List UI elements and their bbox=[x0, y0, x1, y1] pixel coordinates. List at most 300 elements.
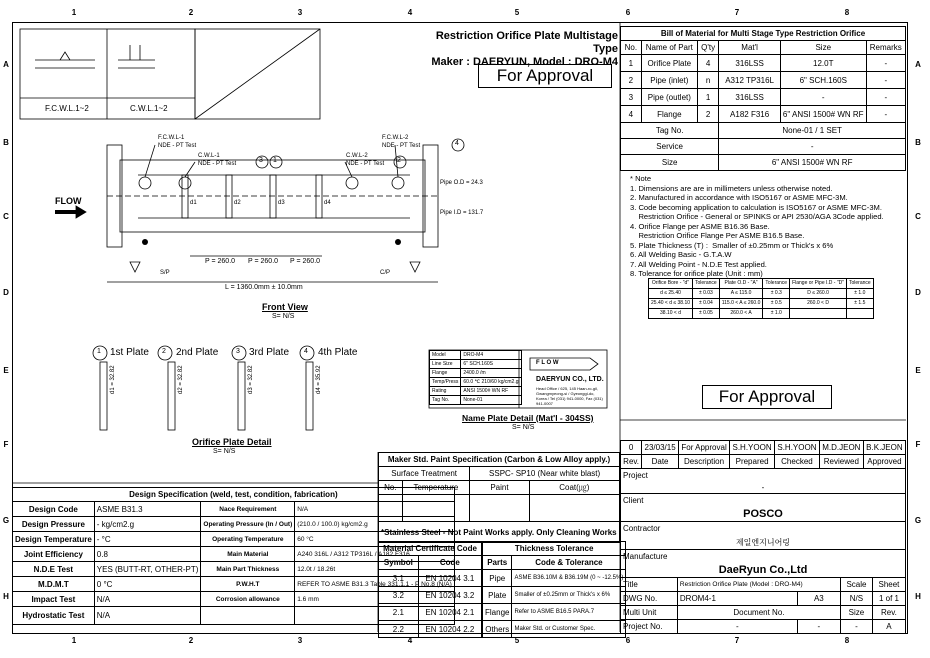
bom-row bbox=[621, 89, 906, 106]
tol-row bbox=[649, 289, 874, 299]
tag-row bbox=[621, 155, 906, 171]
cert-row bbox=[379, 587, 482, 604]
note-line: Restriction Orifice Flange Per ASME B16.5 Base. bbox=[630, 231, 805, 240]
zone-col-label: 6 bbox=[625, 636, 631, 645]
bubble-2: 2 bbox=[397, 157, 401, 164]
thickness-cell: Flange bbox=[483, 604, 512, 621]
nameplate-key: Flange bbox=[430, 369, 461, 378]
bom-cell: 3 bbox=[621, 89, 642, 106]
thickness-header: Parts bbox=[483, 556, 512, 570]
tol-header: Flange or Pipe I.D - "D" bbox=[790, 279, 847, 289]
contractor-label: Contractor bbox=[621, 522, 906, 536]
cert-header: Code bbox=[418, 556, 481, 570]
project-label-row bbox=[621, 469, 906, 483]
design-spec-cell: P.W.H.T bbox=[201, 577, 295, 592]
zone-row-label: D bbox=[3, 288, 9, 297]
zone-col-label: 3 bbox=[297, 8, 303, 17]
note-line: 3. Code becoming application to calculation is ISO5167 or ASME MFC-3M. bbox=[630, 202, 882, 212]
zone-row-label: E bbox=[915, 366, 921, 375]
design-spec-cell: 1.6 mm bbox=[295, 592, 455, 607]
bom-header: Q'ty bbox=[697, 41, 718, 55]
bubble-4: 4 bbox=[455, 140, 459, 147]
bom-cell: 2 bbox=[621, 72, 642, 89]
client-value: POSCO bbox=[621, 507, 906, 522]
paint-header-row bbox=[379, 481, 620, 495]
revision-header: Rev. bbox=[621, 455, 642, 469]
nameplate-value: 2400.0 /m bbox=[461, 369, 521, 378]
paint-title-row bbox=[379, 453, 620, 467]
nameplate-key: Line Size bbox=[430, 360, 461, 369]
tol-cell: 260.0 < D bbox=[790, 299, 847, 309]
front-view-title: Front View bbox=[262, 302, 308, 312]
doc-label: Document No. bbox=[677, 606, 840, 620]
design-spec-cell: N/A bbox=[94, 592, 201, 607]
multi-value: - bbox=[841, 620, 873, 634]
design-spec-cell: Joint Efficiency bbox=[13, 547, 95, 562]
design-spec-cell: Hydrostatic Test bbox=[13, 607, 95, 625]
front-view-scale: S= N/S bbox=[272, 313, 295, 320]
design-spec-cell: N/A bbox=[94, 607, 201, 625]
nameplate-value: 6" SCH.160S bbox=[461, 360, 521, 369]
bom-header: Remarks bbox=[866, 41, 905, 55]
title-row bbox=[621, 578, 906, 592]
paint-title: Maker Std. Paint Specification (Carbon & Low Alloy apply.) bbox=[379, 453, 620, 467]
paint-header: Coat(㎍) bbox=[529, 481, 619, 495]
revision-header: Date bbox=[642, 455, 679, 469]
tag-value: - bbox=[719, 139, 906, 155]
design-spec-cell: - kg/cm2.g bbox=[94, 517, 201, 532]
bom-header: Size bbox=[780, 41, 866, 55]
bom-cell: - bbox=[780, 89, 866, 106]
tol-cell: A ≤ 115.0 bbox=[719, 289, 763, 299]
d4-label: d4 bbox=[324, 200, 331, 206]
title-block bbox=[620, 468, 906, 634]
zone-row-label: H bbox=[915, 592, 921, 601]
zone-row-label: C bbox=[3, 212, 9, 221]
bom-header: No. bbox=[621, 41, 642, 55]
dwg-label: DWG No. bbox=[621, 592, 678, 606]
thickness-cell: ASME B36.10M & B36.19M (0 ~ -12.5%) bbox=[512, 570, 626, 587]
rev-label: Rev. bbox=[872, 606, 905, 620]
revision-header: Prepared bbox=[730, 455, 775, 469]
thickness-title: Thickness Tolerance bbox=[483, 542, 626, 556]
title-line2: Maker : DAERYUN, Model : DRO-M4 bbox=[431, 56, 618, 68]
title-label: Title bbox=[621, 578, 678, 592]
bom-cell: Pipe (outlet) bbox=[641, 89, 697, 106]
note-line: 6. All Welding Basic - G.T.A.W bbox=[630, 250, 732, 259]
length-dim: L = 1360.0mm ± 10.0mm bbox=[225, 284, 303, 291]
cert-title-row bbox=[379, 542, 482, 556]
cert-cell: 3.1 bbox=[379, 570, 419, 587]
d2-label: d2 bbox=[234, 200, 241, 206]
manufacture-label-row bbox=[621, 550, 906, 564]
zone-col-label: 7 bbox=[734, 636, 740, 645]
scale-label: Scale bbox=[841, 578, 873, 592]
note-line: 2. Manufactured in accordance with ISO5167 or ASME MFC-3M. bbox=[630, 193, 848, 202]
tol-cell: 260.0 < A bbox=[719, 309, 763, 319]
project-no: - bbox=[677, 620, 797, 634]
thickness-cell: Pipe bbox=[483, 570, 512, 587]
zone-col-label: 5 bbox=[514, 636, 520, 645]
zone-row-label: F bbox=[915, 440, 921, 449]
tol-cell: ± 1.5 bbox=[846, 299, 873, 309]
paint-header: Temperature bbox=[402, 481, 470, 495]
cert-header-row bbox=[379, 556, 482, 570]
bom-cell: 316LSS bbox=[719, 55, 781, 72]
bom-cell: 1 bbox=[621, 55, 642, 72]
tol-header-row bbox=[649, 279, 874, 289]
size-value: A3 bbox=[797, 592, 840, 606]
thickness-row bbox=[483, 570, 626, 587]
project-value-row bbox=[621, 482, 906, 494]
bom-header: Name of Part bbox=[641, 41, 697, 55]
note-line: 1. Dimensions are are in millimeters unless otherwise noted. bbox=[630, 183, 833, 193]
zone-row-label: H bbox=[3, 592, 9, 601]
cert-row bbox=[379, 570, 482, 587]
zone-row-label: A bbox=[3, 60, 9, 69]
project-no-row bbox=[621, 620, 906, 634]
design-spec-cell: Design Temperature bbox=[13, 532, 95, 547]
zone-col-label: 1 bbox=[71, 8, 77, 17]
plate3-dim: d3 = 32.82 bbox=[248, 365, 254, 394]
tol-header: Plate O.D - "A" bbox=[719, 279, 763, 289]
zone-col-label: 7 bbox=[734, 8, 740, 17]
cert-title: Material Certificate Code bbox=[379, 542, 482, 556]
revision-cell: For Approval bbox=[678, 441, 729, 455]
plate3-label: 3rd Plate bbox=[249, 347, 290, 358]
dwg-row bbox=[621, 592, 906, 606]
bom-table bbox=[620, 26, 906, 171]
bom-cell: - bbox=[866, 106, 905, 123]
nameplate-row bbox=[430, 369, 522, 378]
design-spec-cell: YES (BUTT-RT, OTHER-PT) bbox=[94, 562, 201, 577]
scale-value: N/S bbox=[841, 592, 873, 606]
paint-cell bbox=[529, 495, 619, 522]
paint-cell bbox=[470, 495, 529, 522]
tag-value: 6" ANSI 1500# WN RF bbox=[719, 155, 906, 171]
nameplate-value: 60.0 ℃ 210/60 kg/cm2.g bbox=[461, 378, 521, 387]
tag-key: Service bbox=[621, 139, 719, 155]
contractor-value: 제일엔지니어링 bbox=[621, 535, 906, 550]
revision-cell: S.H.YOON bbox=[775, 441, 820, 455]
paint-cell bbox=[402, 495, 470, 522]
design-spec-cell: 0 °C bbox=[94, 577, 201, 592]
zone-col-label: 3 bbox=[297, 636, 303, 645]
thickness-tol-table bbox=[482, 541, 626, 638]
size-label: Size bbox=[841, 606, 873, 620]
tag-key: Tag No. bbox=[621, 123, 719, 139]
revision-row bbox=[621, 441, 906, 455]
nameplate-row bbox=[430, 360, 522, 369]
design-spec-cell: Design Pressure bbox=[13, 517, 95, 532]
pipe-id-label: Pipe I.D = 131.7 bbox=[440, 210, 484, 216]
design-spec-cell: Nace Requirement bbox=[201, 502, 295, 517]
pitch-dim-3: P = 260.0 bbox=[290, 258, 321, 265]
rev-value: A bbox=[872, 620, 905, 634]
thickness-row bbox=[483, 587, 626, 604]
title-value: Restriction Orifice Plate (Model : DRO-M4) bbox=[677, 578, 840, 592]
tol-header: Tolerance bbox=[763, 279, 790, 289]
revision-cell: 0 bbox=[621, 441, 642, 455]
tol-cell: ± 0.04 bbox=[693, 299, 720, 309]
design-spec-cell: M.D.M.T bbox=[13, 577, 95, 592]
paint-note-row bbox=[379, 522, 620, 543]
cert-cell: EN 10204 3.2 bbox=[418, 587, 481, 604]
design-spec-cell bbox=[201, 607, 295, 625]
bom-row bbox=[621, 72, 906, 89]
plate1-label: 1st Plate bbox=[110, 347, 149, 358]
tol-header: Tolerance bbox=[693, 279, 720, 289]
cwl-label: C.W.L.1~2 bbox=[130, 104, 168, 113]
project-value: - bbox=[621, 482, 906, 494]
tag-row bbox=[621, 123, 906, 139]
revision-cell: S.H.YOON bbox=[730, 441, 775, 455]
design-spec-cell: 0.8 bbox=[94, 547, 201, 562]
cert-cell: 2.2 bbox=[379, 621, 419, 638]
cert-cell: EN 10204 3.1 bbox=[418, 570, 481, 587]
notes-head: * Note bbox=[630, 174, 652, 183]
bom-cell: Pipe (inlet) bbox=[641, 72, 697, 89]
tol-cell: ± 1.0 bbox=[763, 309, 790, 319]
cert-cell: EN 10204 2.2 bbox=[418, 621, 481, 638]
approval-stamp-top: For Approval bbox=[478, 64, 612, 88]
design-spec-cell: Impact Test bbox=[13, 592, 95, 607]
zone-row-label: A bbox=[915, 60, 921, 69]
zone-row-label: G bbox=[2, 516, 10, 525]
zone-col-label: 4 bbox=[407, 636, 413, 645]
thickness-cell: Others bbox=[483, 621, 512, 638]
note-line: 4. Orifice Flange per ASME B16.36 Base. bbox=[630, 221, 770, 231]
tolerance-table bbox=[648, 278, 874, 319]
pitch-dim-1: P = 260.0 bbox=[205, 258, 236, 265]
bom-cell: 2 bbox=[697, 106, 718, 123]
pipe-od-label: Pipe O.D = 24.3 bbox=[440, 180, 483, 186]
zone-row-label: B bbox=[3, 138, 9, 147]
doc-value: - bbox=[797, 620, 840, 634]
fcwl-label: F.C.W.L.1~2 bbox=[45, 104, 89, 113]
bom-header-row bbox=[621, 41, 906, 55]
design-spec-cell: (210.0 / 100.0) kg/cm2.g bbox=[295, 517, 455, 532]
tol-row bbox=[649, 309, 874, 319]
note-line: Restriction Orifice - General or SPINKS or API 2530/AGA 3Code applied. bbox=[630, 212, 884, 221]
zone-col-label: 5 bbox=[514, 8, 520, 17]
paint-header: No. bbox=[379, 481, 403, 495]
plate1-dim: d1 = 32.82 bbox=[110, 365, 116, 394]
tol-cell: 115.0 < A ≤ 260.0 bbox=[719, 299, 763, 309]
nameplate-flow: F L O W bbox=[536, 360, 559, 366]
manufacture-label: Manufacture bbox=[621, 550, 906, 564]
tol-cell: 25.40 < d ≤ 38.10 bbox=[649, 299, 693, 309]
callout-fcwl1: F.C.W.L-1 NDE - PT Test bbox=[158, 135, 197, 149]
nameplate-address: Head Office / 625, 145 Haan-ro-gil, Gwangmyeong-si / Gyeonggi-do, Korea / Tel (031) 941-0000, Fax (031) 941-0007 bbox=[536, 386, 603, 406]
zone-col-label: 1 bbox=[71, 636, 77, 645]
surface-value: SSPC- SP10 (Near white blast) bbox=[470, 467, 620, 481]
tol-cell: ± 0.3 bbox=[763, 289, 790, 299]
thickness-header-row bbox=[483, 556, 626, 570]
flow-label: FLOW bbox=[55, 196, 82, 206]
nameplate-row bbox=[430, 387, 522, 396]
project-no-label: Project No. bbox=[621, 620, 678, 634]
nameplate-value: DRO-M4 bbox=[461, 351, 521, 360]
bom-cell: Flange bbox=[641, 106, 697, 123]
bom-cell: 4 bbox=[621, 106, 642, 123]
thickness-row bbox=[483, 621, 626, 638]
tol-cell: d ≤ 25.40 bbox=[649, 289, 693, 299]
nameplate-value: ANSI 1500# WN RF bbox=[461, 387, 521, 396]
design-spec-cell: 12.0t / 18.26t bbox=[295, 562, 455, 577]
nameplate-value: None-01 bbox=[461, 396, 521, 405]
thickness-title-row bbox=[483, 542, 626, 556]
note-line: 8. Tolerance for orifice plate (Unit : mm) bbox=[630, 269, 763, 278]
zone-row-label: B bbox=[915, 138, 921, 147]
zone-row-label: C bbox=[915, 212, 921, 221]
design-spec-cell: - °C bbox=[94, 532, 201, 547]
note-line: 7. All Welding Point - N.D.E Test applied. bbox=[630, 259, 767, 269]
manufacture-value-row bbox=[621, 563, 906, 578]
tol-cell: ± 0.5 bbox=[763, 299, 790, 309]
design-spec-cell: N.D.E Test bbox=[13, 562, 95, 577]
zone-col-label: 8 bbox=[844, 8, 850, 17]
thickness-cell: Smaller of ±0.25mm or Thick's x 6% bbox=[512, 587, 626, 604]
plate-detail-title: Orifice Plate Detail bbox=[192, 437, 272, 447]
tol-cell: 38.10 < d bbox=[649, 309, 693, 319]
bom-cell: 4 bbox=[697, 55, 718, 72]
tol-cell bbox=[790, 309, 847, 319]
zone-row-label: F bbox=[3, 440, 9, 449]
nameplate-key: Model bbox=[430, 351, 461, 360]
nameplate-table bbox=[429, 350, 522, 405]
revision-header: Approved bbox=[863, 455, 905, 469]
zone-col-label: 8 bbox=[844, 636, 850, 645]
paint-note: *Stainless Steel - Not Paint Works apply. Only Cleaning Works bbox=[379, 522, 620, 543]
zone-col-label: 4 bbox=[407, 8, 413, 17]
bom-row bbox=[621, 106, 906, 123]
cert-header: Symbol bbox=[379, 556, 419, 570]
zone-row-label: E bbox=[3, 366, 9, 375]
nameplate-key: Temp/Press bbox=[430, 378, 461, 387]
pitch-dim-2: P = 260.0 bbox=[248, 258, 279, 265]
title-line1: Restriction Orifice Plate Multistage Type bbox=[435, 30, 618, 55]
zone-col-label: 6 bbox=[625, 8, 631, 17]
contractor-value-row bbox=[621, 535, 906, 550]
plate-detail-scale: S= N/S bbox=[213, 448, 236, 455]
cert-cell: 3.2 bbox=[379, 587, 419, 604]
paint-cell bbox=[379, 495, 403, 522]
plate4-label: 4th Plate bbox=[318, 347, 358, 358]
tol-cell: ± 1.0 bbox=[846, 289, 873, 299]
client-value-row bbox=[621, 507, 906, 522]
revision-header-row bbox=[621, 455, 906, 469]
plate4-dim: d4 = 35.92 bbox=[316, 365, 322, 394]
bom-cell: 12.0T bbox=[780, 55, 866, 72]
plate2-label: 2nd Plate bbox=[176, 347, 219, 358]
nameplate-brand: DAERYUN CO., LTD. bbox=[536, 376, 604, 383]
design-spec-cell: Corrosion allowance bbox=[201, 592, 295, 607]
callout-cwl1: C.W.L-1 NDE - PT Test bbox=[198, 153, 237, 167]
design-spec-cell: Main Part Thickness bbox=[201, 562, 295, 577]
dwg-value: DROM4-1 bbox=[677, 592, 797, 606]
revision-cell: M.D.JEON bbox=[819, 441, 863, 455]
revision-table bbox=[620, 440, 906, 469]
revision-header: Reviewed bbox=[819, 455, 863, 469]
sp-tag: S/P bbox=[160, 270, 170, 276]
bom-cell: 6" SCH.160S bbox=[780, 72, 866, 89]
design-spec-cell: Operating Temperature bbox=[201, 532, 295, 547]
tag-value: None-01 / 1 SET bbox=[719, 123, 906, 139]
nameplate-row bbox=[430, 378, 522, 387]
contractor-label-row bbox=[621, 522, 906, 536]
bubble-1: 1 bbox=[273, 157, 277, 164]
approval-stamp-right: For Approval bbox=[702, 385, 832, 409]
tag-row bbox=[621, 139, 906, 155]
zone-row-label: D bbox=[915, 288, 921, 297]
cert-cell: EN 10204 2.1 bbox=[418, 604, 481, 621]
zone-col-label: 2 bbox=[188, 636, 194, 645]
nameplate-scale: S= N/S bbox=[512, 424, 535, 431]
plate2-dim: d2 = 32.82 bbox=[178, 365, 184, 394]
thickness-cell: Maker Std. or Customer Spec. bbox=[512, 621, 626, 638]
design-spec-cell: ASME B31.3 bbox=[94, 502, 201, 517]
bom-cell: - bbox=[866, 89, 905, 106]
surface-row bbox=[379, 467, 620, 481]
thickness-cell: Plate bbox=[483, 587, 512, 604]
design-spec-title: Design Specification (weld, test, condition, fabrication) bbox=[13, 488, 455, 502]
thickness-header: Code & Tolerance bbox=[512, 556, 626, 570]
nameplate-key: Tag No. bbox=[430, 396, 461, 405]
bom-cell: n bbox=[697, 72, 718, 89]
client-label: Client bbox=[621, 494, 906, 508]
multi-label: Multi Unit bbox=[621, 606, 678, 620]
tol-header: Tolerance bbox=[846, 279, 873, 289]
nameplate-row bbox=[430, 351, 522, 360]
bom-cell: A182 F316 bbox=[719, 106, 781, 123]
client-label-row bbox=[621, 494, 906, 508]
tol-cell: D ≤ 260.0 bbox=[790, 289, 847, 299]
revision-header: Description bbox=[678, 455, 729, 469]
sheet-value: 1 of 1 bbox=[872, 592, 905, 606]
tol-cell: ± 0.05 bbox=[693, 309, 720, 319]
plate2-num: 2 bbox=[162, 348, 166, 355]
paint-header: Paint bbox=[470, 481, 529, 495]
design-spec-cell: A240 316L / A312 TP316L / A182 F316 bbox=[295, 547, 455, 562]
plate1-num: 1 bbox=[97, 348, 101, 355]
tag-key: Size bbox=[621, 155, 719, 171]
revision-cell: 23/03/15 bbox=[642, 441, 679, 455]
material-cert-table bbox=[378, 541, 482, 638]
sheet-label: Sheet bbox=[872, 578, 905, 592]
bom-cell: Orifice Plate bbox=[641, 55, 697, 72]
design-spec-cell: 60 °C bbox=[295, 532, 455, 547]
design-spec-cell: Main Material bbox=[201, 547, 295, 562]
zone-col-label: 2 bbox=[188, 8, 194, 17]
bom-title-row bbox=[621, 27, 906, 41]
zone-row-label: G bbox=[914, 516, 922, 525]
bom-cell: - bbox=[866, 55, 905, 72]
tol-cell: ± 0.03 bbox=[693, 289, 720, 299]
bom-cell: 316LSS bbox=[719, 89, 781, 106]
paint-row bbox=[379, 495, 620, 522]
design-spec-cell: N/A bbox=[295, 502, 455, 517]
callout-fcwl2: F.C.W.L-2 NDE - PT Test bbox=[382, 135, 421, 149]
plate3-num: 3 bbox=[236, 348, 240, 355]
bom-cell: A312 TP316L bbox=[719, 72, 781, 89]
d1-label: d1 bbox=[190, 200, 197, 206]
doc-row bbox=[621, 606, 906, 620]
bubble-3: 3 bbox=[259, 157, 263, 164]
cert-row bbox=[379, 604, 482, 621]
design-spec-cell: Operating Pressure (In / Out) bbox=[201, 517, 295, 532]
bom-cell: 1 bbox=[697, 89, 718, 106]
